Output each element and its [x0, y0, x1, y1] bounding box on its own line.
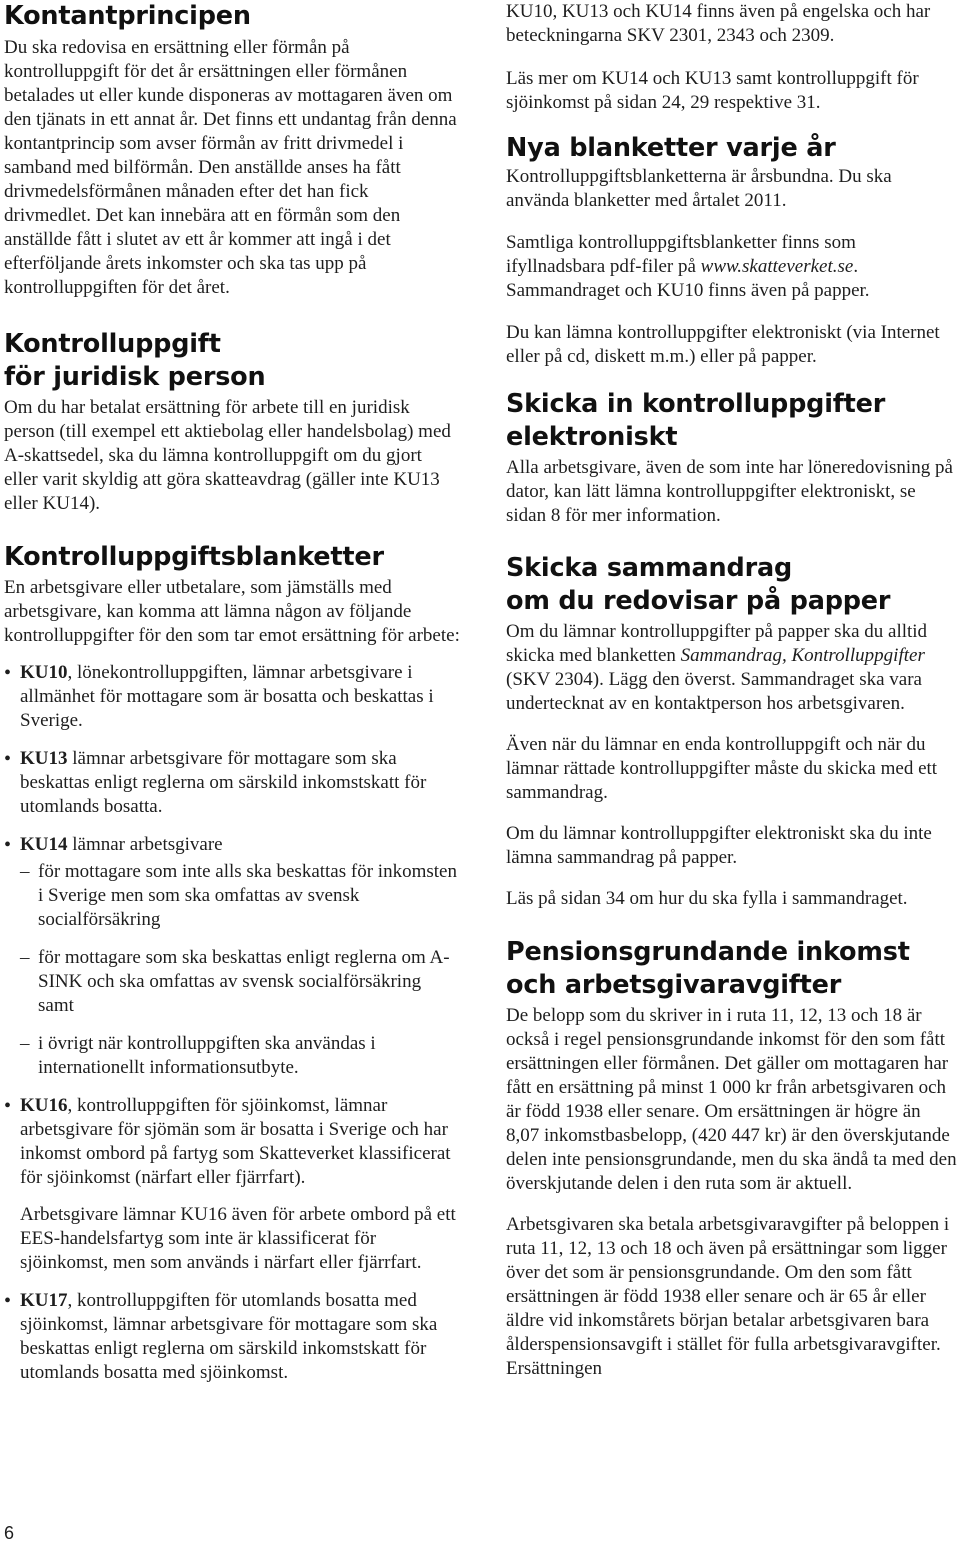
- bullet-ku14-code: KU14: [20, 834, 68, 855]
- bullet-ku16-code: KU16: [20, 1095, 68, 1116]
- engelska-blanketter-paragraph: KU10, KU13 och KU14 finns även på engelska och har beteckningarna SKV 2301, 2343 och 2309.: [506, 1, 931, 46]
- heading-line-2: om du redovisar på papper: [506, 586, 891, 616]
- sammandrag-text-start: Om du lämnar kontrolluppgifter på papper ska du alltid skicka med blanketten: [506, 621, 928, 666]
- kontantprincip-paragraph: Du ska redovisa en ersättning eller förmån på kontrolluppgift för det år ersättningen eller förmånen betalades ut eller kunde disponeras av mottagaren även om den tjänats in ett annat år. Det finns ett undantag från denna kontantprincip som avser förmån av fritt drivmedel i samband med bilförmån. Den anställde anses ha fått drivmedelsförmånen månaden efter det han fick drivmedlet. Det kan innebära att en förmån som den anställde fått i slutet av ett år kommer att ingå i det efterföljande årets inkomster och ska tas upp på kontrolluppgiften för det året.: [4, 37, 457, 298]
- bullet-ku17-text: , kontrolluppgiften för utomlands bosatta med sjöinkomst, lämnar arbetsgivare för mottagare som ska beskattas enligt reglerna om särskild inkomstskatt för utomlands bosatta med sjöinkomst.: [20, 1290, 438, 1383]
- sammandrag-papper-paragraph: [506, 620, 958, 716]
- alla-arbetsgivare-paragraph: Alla arbetsgivare, även de som inte har löneredovisning på dator, kan lätt lämna kontrolluppgifter elektroniskt, se sidan 8 för mer information.: [506, 457, 953, 526]
- sammandrag-text-end: (SKV 2304). Lägg den överst. Sammandraget ska vara undertecknat av en kontaktperson hos arbetsgivaren.: [506, 669, 922, 714]
- heading-pensionsgrundande: [506, 936, 958, 1002]
- bullet-ku13-text: lämnar arbetsgivare för mottagare som ska beskattas enligt reglerna om särskild inkomstskatt för utomlands bosatta.: [20, 748, 427, 817]
- sammandrag-form-name: Sammandrag, Kontrolluppgifter: [680, 645, 925, 666]
- pdf-filer-text-start: Samtliga kontrolluppgiftsblanketter finns som ifyllnadsbara pdf-filer på: [506, 232, 856, 277]
- bullet-ku16: [4, 1094, 460, 1190]
- elektroniskt-sammandrag-paragraph: Om du lämnar kontrolluppgifter elektroniskt ska du inte lämna sammandrag på papper.: [506, 823, 932, 868]
- heading-line-2: och arbetsgivaravgifter: [506, 970, 842, 1000]
- skatteverket-link[interactable]: www.skatteverket.se: [700, 256, 854, 277]
- elektroniskt-eller-papper-paragraph: Du kan lämna kontrolluppgifter elektroniskt (via Internet eller på cd, diskett m.m.) eller på papper.: [506, 322, 940, 367]
- right-column: [506, 0, 958, 1381]
- bullet-ku13: [4, 747, 460, 819]
- heading-kontantprincipen: Kontantprincipen: [4, 1, 251, 31]
- heading-line-1: Skicka sammandrag: [506, 553, 793, 583]
- heading-line-1: Kontrolluppgift: [4, 329, 221, 359]
- bullet-ku10-text: , lönekontrolluppgiften, lämnar arbetsgivare i allmänhet för mottagare som är bosatta och beskattas i Sverige.: [20, 662, 434, 731]
- heading-skicka-sammandrag: [506, 552, 958, 618]
- bullet-ku10: [4, 661, 460, 733]
- bullet-ku16-text: , kontrolluppgiften för sjöinkomst, lämnar arbetsgivare för sjömän som är bosatta i Sverige och har inkomst ombord på fartyg som Skatteverket klassificerat för sjöinkomst (närfart eller fjärrfart).: [20, 1095, 451, 1188]
- arsbundna-paragraph: Kontrolluppgiftsblanketterna är årsbundna. Du ska använda blanketter med årtalet 2011.: [506, 166, 892, 211]
- bullet-ku13-code: KU13: [20, 748, 68, 769]
- heading-line-1: Skicka in kontrolluppgifter: [506, 389, 886, 419]
- las-sidan-34-paragraph: Läs på sidan 34 om hur du ska fylla i sammandraget.: [506, 888, 908, 909]
- pdf-filer-paragraph: [506, 231, 958, 303]
- heading-nya-blanketter: Nya blanketter varje år: [506, 133, 836, 163]
- enda-kontrolluppgift-paragraph: Även när du lämnar en enda kontrolluppgift och när du lämnar rättade kontrolluppgifter måste du skicka med ett sammandrag.: [506, 734, 938, 803]
- heading-line-2: elektroniskt: [506, 422, 678, 452]
- heading-skicka-elektroniskt: [506, 388, 958, 454]
- ku14-dash-item-3: – i övrigt när kontrolluppgiften ska användas i internationellt informationsutbyte.: [4, 1032, 460, 1080]
- heading-line-1: Pensionsgrundande inkomst: [506, 937, 910, 967]
- ku16-extra-paragraph: Arbetsgivare lämnar KU16 även för arbete ombord på ett EES-handelsfartyg som inte är klassificerat för sjöinkomst, men som används i närfart eller fjärrfart.: [20, 1204, 456, 1273]
- heading-kontrolluppgift-juridisk-person: [4, 328, 460, 394]
- bullet-ku17: [4, 1289, 460, 1385]
- left-column: [4, 0, 460, 1385]
- heading-line-2: för juridisk person: [4, 362, 266, 392]
- page-number: 6: [4, 1523, 15, 1543]
- blanketter-intro-paragraph: En arbetsgivare eller utbetalare, som jämställs med arbetsgivare, kan komma att lämna någon av följande kontrolluppgifter för den som tar emot ersättning för arbete:: [4, 577, 460, 646]
- arbetsgivaravgifter-paragraph: Arbetsgivaren ska betala arbetsgivaravgifter på beloppen i ruta 11, 12, 13 och 18 och även på ersättningar som ligger över det som är pensionsgrundande. Om den som fått ersättningen är född 1938 eller senare och är 65 år eller äldre vid inkomstårets början betalar arbetsgivaren bara ålderspensionsavgift i stället för fulla arbetsgivaravgifter. Ersättningen: [506, 1214, 950, 1379]
- bullet-ku17-code: KU17: [20, 1290, 68, 1311]
- pdf-filer-text-end: . Sammandraget och KU10 finns även på papper.: [506, 256, 870, 301]
- las-mer-paragraph: Läs mer om KU14 och KU13 samt kontrolluppgift för sjöinkomst på sidan 24, 29 respektive 31.: [506, 68, 919, 113]
- pensionsgrundande-paragraph: De belopp som du skriver in i ruta 11, 12, 13 och 18 är också i regel pensionsgrundande inkomst för den som fått ersättningen eller förmånen. Det gäller om mottagaren har fått en ersättning på minst 1 000 kr från arbetsgivaren och är född 1938 eller senare. Om ersättningen är högre än 8,07 inkomstbasbelopp, (420 447 kr) är den överskjutande delen inte pensionsgrundande, men du ska ändå ta med den överskjutande delen i den ruta som är aktuell.: [506, 1005, 957, 1194]
- ku14-dash-item-2: – för mottagare som ska beskattas enligt reglerna om A-SINK och ska omfattas av svensk socialförsäkring samt: [4, 946, 460, 1018]
- heading-kontrolluppgiftsblanketter: Kontrolluppgiftsblanketter: [4, 542, 384, 572]
- bullet-ku14-text: lämnar arbetsgivare: [67, 834, 223, 855]
- bullet-ku14: [4, 833, 460, 857]
- ku14-dash-item-1: – för mottagare som inte alls ska beskattas för inkomsten i Sverige men som ska omfattas av svensk socialförsäkring: [4, 860, 460, 932]
- bullet-ku10-code: KU10: [20, 662, 68, 683]
- juridisk-person-paragraph: Om du har betalat ersättning för arbete till en juridisk person (till exempel ett aktiebolag eller handelsbolag) med A-skattsedel, ska du lämna kontrolluppgift om du gjort eller varit skyldig att göra skatteavdrag (gäller inte KU13 eller KU14).: [4, 397, 451, 514]
